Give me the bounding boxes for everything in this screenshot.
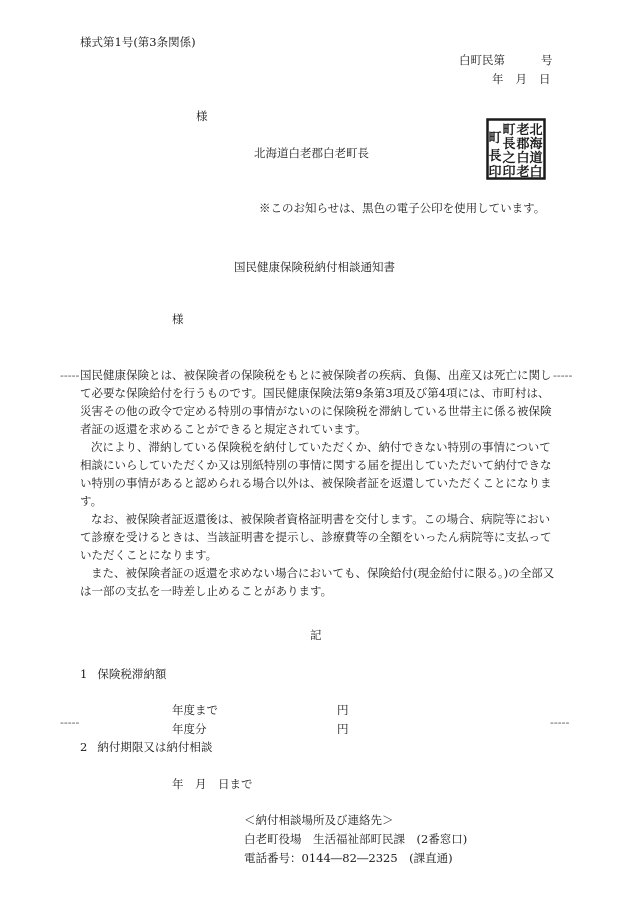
seal-char: 町 <box>488 131 502 146</box>
seal-char: 長 <box>502 137 516 152</box>
seal-char: 老 <box>516 123 530 138</box>
body-paragraph-4: また、被保険者証の返還を求めない場合においても、保険給付(現金給付に限る。)の全部又は一部の支払を一時差し止めることがあります。 <box>80 566 555 598</box>
seal-notice: ※このお知らせは、黒色の電子公印を使用しています。 <box>259 201 546 215</box>
seal-char: 海 <box>529 137 543 152</box>
document-number <box>459 55 553 67</box>
item-1 <box>80 669 166 681</box>
issuer-name: 北海道白老郡白老町長 <box>254 146 369 160</box>
payment-deadline: 年 月 日まで <box>172 777 253 791</box>
item-2-number: 2 <box>80 740 88 754</box>
seal-char: 印 <box>488 165 502 180</box>
body-paragraph-1: 国民健康保険とは、被保険者の保険税をもとに被保険者の疾病、負傷、出産又は死亡に関して必要な保険給付を行うものです。国民健康保険法第9条第3項及び第4項には、市町村は、災害その他の政令で定める特別の事情がないのに保険税を滞納している世帯主に係る被保険者証の返還を求めることができると規定されています。 <box>80 368 552 436</box>
seal-char: 北 <box>529 123 543 138</box>
seal-char: 白 <box>529 165 543 180</box>
arrears-unit: 円 <box>337 703 349 717</box>
date-month: 月 <box>515 72 527 86</box>
contact-office: 白老町役場 生活福祉部町民課 (2番窓口) <box>244 832 468 846</box>
seal-char: 郡 <box>516 137 530 152</box>
form-number: 様式第1号(第3条関係) <box>80 35 196 49</box>
body-paragraph-3: なお、被保険者証返還後は、被保険者資格証明書を交付します。この場合、病院等において診療を受けるときは、当該証明書を提示し、診療費等の全額をいったん病院等に支払っていただくことになります。 <box>80 512 552 562</box>
fold-mark-right: ----- <box>550 715 570 729</box>
arrears-label: 年度分 <box>172 722 207 736</box>
ki-heading: 記 <box>310 628 322 642</box>
item-1-label: 保険税滞納額 <box>97 667 167 681</box>
notice-body <box>80 366 558 600</box>
arrears-row <box>172 705 218 717</box>
fold-mark-left: ----- <box>60 368 80 382</box>
arrears-row <box>172 724 207 736</box>
body-paragraph-2: 次により、滞納している保険税を納付していただくか、納付できない特別の事情について相談にいらしていただくか又は別紙特別の事情に関する届を提出していただいて納付できない特別の事情があると認められる場合以外は、被保険者証を返還していただくことになります。 <box>80 440 552 508</box>
item-2 <box>80 742 212 754</box>
recipient-honorific: 様 <box>172 312 184 326</box>
arrears-label: 年度まで <box>172 703 218 717</box>
item-2-label: 納付期限又は納付相談 <box>97 740 213 754</box>
recipient-honorific-top: 様 <box>196 109 208 123</box>
contact-phone: 電話番号：0144―82―2325 (課直通) <box>244 851 453 865</box>
date-year: 年 <box>492 72 504 86</box>
contact-heading: ＜納付相談場所及び連絡先＞ <box>244 813 394 827</box>
seal-char: 老 <box>516 165 530 180</box>
arrears-unit: 円 <box>337 722 349 736</box>
document-number-label: 白町民第 <box>459 53 505 67</box>
seal-char: 印 <box>502 165 516 180</box>
item-1-number: 1 <box>80 667 88 681</box>
issue-date <box>492 74 551 86</box>
document-number-suffix: 号 <box>541 53 553 67</box>
official-seal <box>486 118 546 180</box>
seal-char: 之 <box>502 151 516 166</box>
fold-mark-right: ----- <box>553 368 573 382</box>
seal-char: 町 <box>502 123 516 138</box>
seal-char: 道 <box>529 151 543 166</box>
fold-mark-left: ----- <box>60 715 80 729</box>
date-day: 日 <box>539 72 551 86</box>
seal-char: 長 <box>488 149 502 164</box>
seal-char: 白 <box>516 151 530 166</box>
document-title: 国民健康保険税納付相談通知書 <box>234 260 395 274</box>
